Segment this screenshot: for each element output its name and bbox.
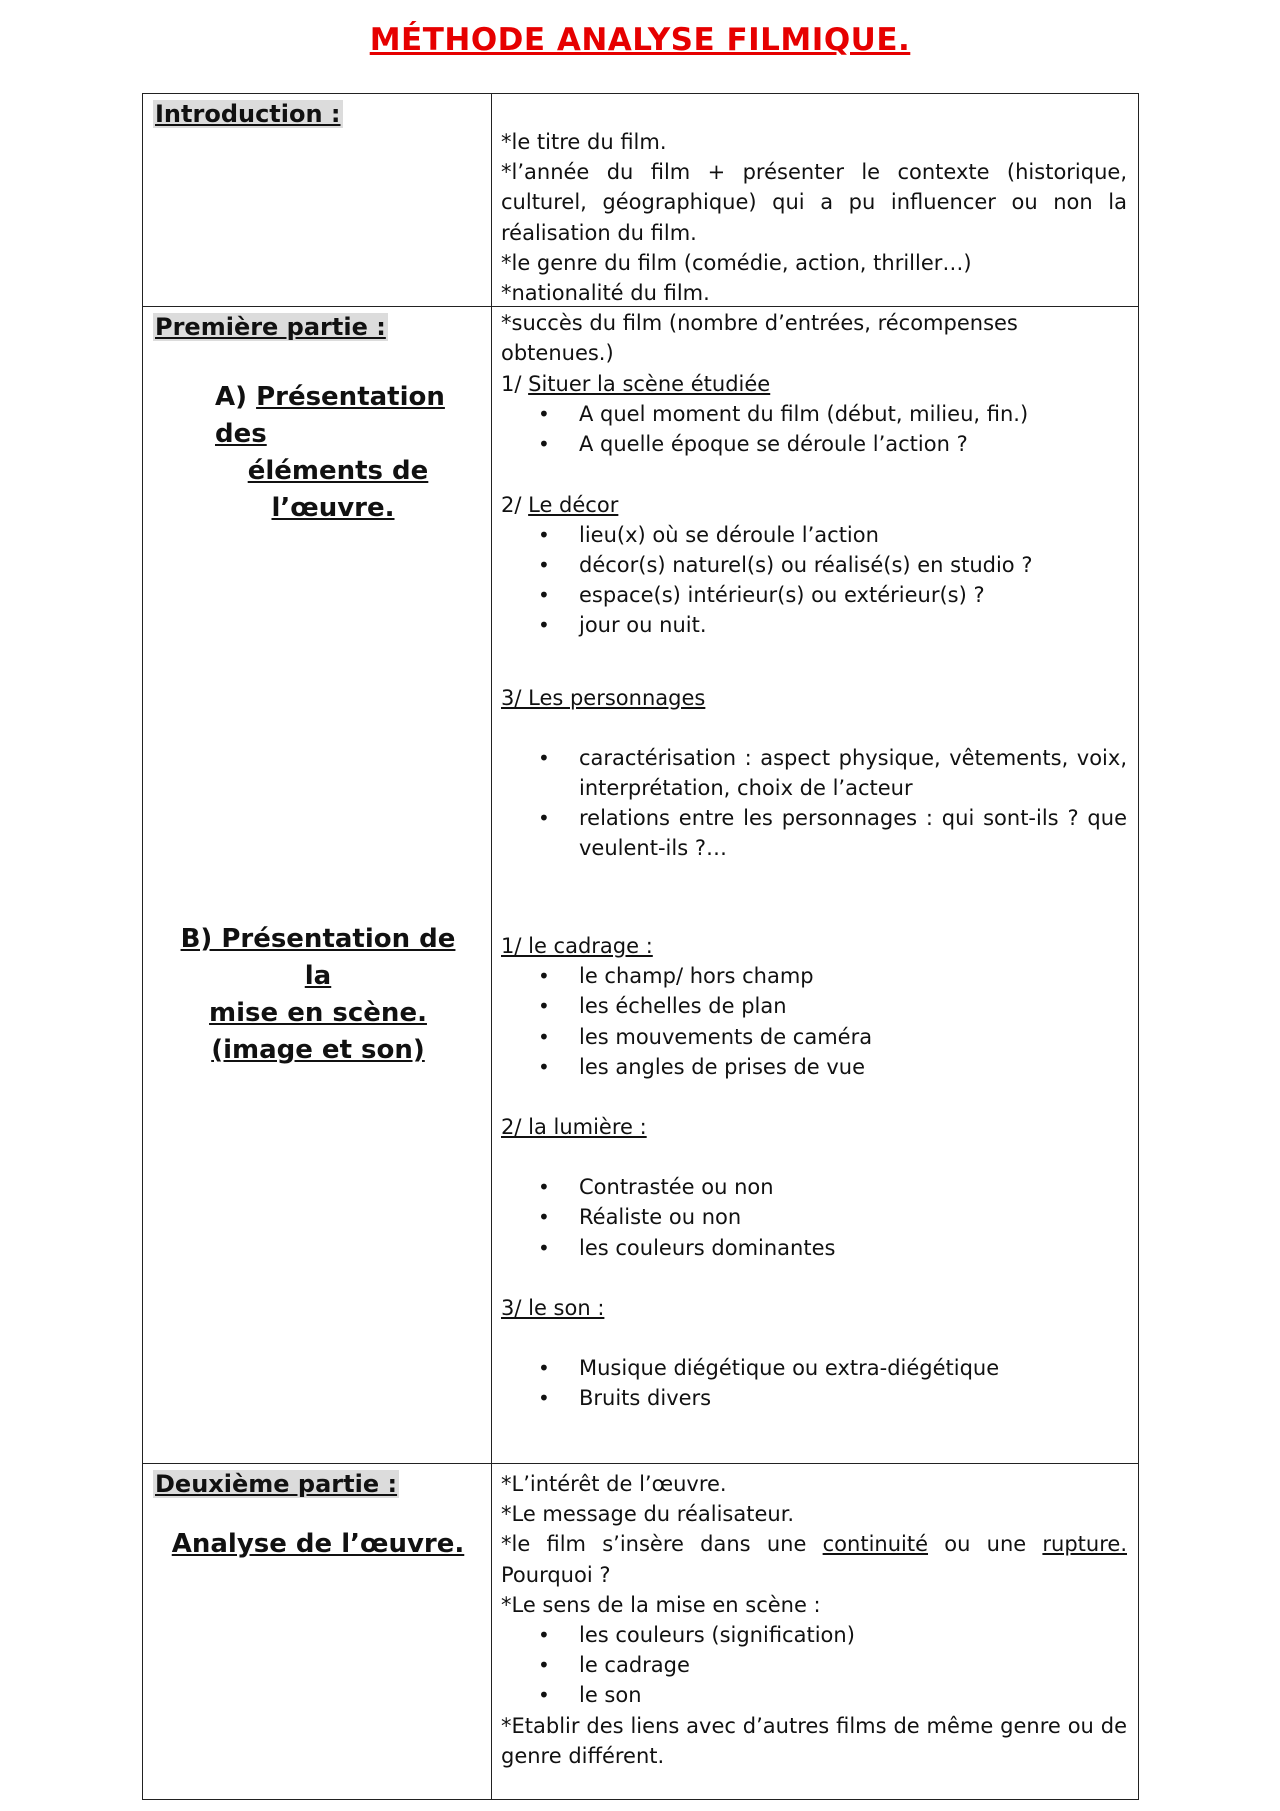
heading-personnages: 3/ Les personnages xyxy=(501,685,706,710)
list-lumiere xyxy=(501,1172,1127,1263)
list-item: • Réaliste ou non xyxy=(501,1202,1127,1232)
part2-line: Pourquoi ? xyxy=(501,1562,611,1587)
part2-list xyxy=(501,1620,1127,1711)
part1-subsection-a-title xyxy=(203,379,463,527)
part2-line: *L’intérêt de l’œuvre. xyxy=(501,1472,727,1496)
heading-lumiere: 2/ la lumière : xyxy=(501,1115,647,1140)
list-decor xyxy=(501,520,1127,641)
list-item: • Contrastée ou non xyxy=(501,1172,1127,1202)
list-item: • jour ou nuit. xyxy=(501,610,1127,640)
list-item: • espace(s) intérieur(s) ou extérieur(s) ? xyxy=(501,580,1127,610)
list-cadrage xyxy=(501,961,1127,1082)
heading-situer: 1/ Situer la scène étudiée xyxy=(501,372,771,396)
list-item: • les angles de prises de vue xyxy=(501,1052,1127,1082)
list-item: • les couleurs dominantes xyxy=(501,1233,1127,1263)
subsection-b-line: (image et son) xyxy=(211,1035,425,1065)
part2-line: *le film s’insère dans une continuité ou une rupture. xyxy=(501,1532,1127,1557)
document-title: MÉTHODE ANALYSE FILMIQUE. xyxy=(369,22,911,58)
intro-line: *le titre du film. xyxy=(501,130,667,154)
part1-subsection-b-title xyxy=(173,921,463,1069)
heading-cadrage: 1/ le cadrage : xyxy=(501,934,653,958)
list-item: • lieu(x) où se déroule l’action xyxy=(501,520,1127,550)
part2-content xyxy=(501,1469,1127,1771)
intro-content xyxy=(501,127,1127,369)
subsection-a-line: Présentation des xyxy=(215,382,445,449)
column-divider xyxy=(491,94,492,1799)
part1-section-b-content xyxy=(501,931,1127,1413)
list-item: • Musique diégétique ou extra-diégétique xyxy=(501,1353,1127,1383)
heading-son: 3/ le son : xyxy=(501,1295,605,1320)
row-divider-part1 xyxy=(143,1463,1138,1464)
list-personnages xyxy=(501,743,1127,864)
list-situer xyxy=(501,399,1127,459)
list-item: • le son xyxy=(501,1680,1127,1710)
part2-line: *Le message du réalisateur. xyxy=(501,1502,795,1527)
subsection-a-line: l’œuvre. xyxy=(271,493,395,523)
list-item: • les couleurs (signification) xyxy=(501,1620,1127,1650)
list-item: • A quelle époque se déroule l’action ? xyxy=(501,429,1127,459)
list-item: • A quel moment du film (début, milieu, fin.) xyxy=(501,399,1127,429)
part2-line: *Le sens de la mise en scène : xyxy=(501,1592,821,1617)
part2-line: *Etablir des liens avec d’autres films de même genre ou de genre différent. xyxy=(501,1713,1127,1768)
list-item: • les échelles de plan xyxy=(501,991,1127,1021)
intro-line: *succès du film (nombre d’entrées, récompenses obtenues.) xyxy=(501,311,1018,366)
list-item: • caractérisation : aspect physique, vêtements, voix, interprétation, choix de l’acteur xyxy=(501,743,1127,803)
subsection-a-line: éléments de xyxy=(247,456,429,486)
intro-line: *le genre du film (comédie, action, thriller…) xyxy=(501,250,972,275)
part2-label: Deuxième partie : xyxy=(155,1470,398,1498)
part2-subtitle: Analyse de l’œuvre. xyxy=(171,1529,465,1559)
list-item: • décor(s) naturel(s) ou réalisé(s) en studio ? xyxy=(501,550,1127,580)
method-table xyxy=(142,93,1139,1800)
part1-section-a-content xyxy=(501,369,1127,864)
intro-line: *nationalité du film. xyxy=(501,281,710,306)
list-item: • le champ/ hors champ xyxy=(501,961,1127,991)
heading-decor: 2/ Le décor xyxy=(501,492,619,517)
subsection-a-prefix: A) xyxy=(215,382,257,412)
intro-line: *l’année du film + présenter le contexte (historique, culturel, géographique) qui a pu influencer ou non la réalisation du film. xyxy=(501,160,1127,245)
subsection-b-line: mise en scène. xyxy=(209,998,427,1028)
list-son xyxy=(501,1353,1127,1413)
list-item: • les mouvements de caméra xyxy=(501,1022,1127,1052)
list-item: • Bruits divers xyxy=(501,1383,1127,1413)
subsection-b-line: B) Présentation de la xyxy=(180,924,456,991)
intro-label: Introduction : xyxy=(155,100,341,128)
part1-label: Première partie : xyxy=(155,313,386,341)
list-item: • relations entre les personnages : qui sont-ils ? que veulent-ils ?… xyxy=(501,803,1127,863)
list-item: • le cadrage xyxy=(501,1650,1127,1680)
